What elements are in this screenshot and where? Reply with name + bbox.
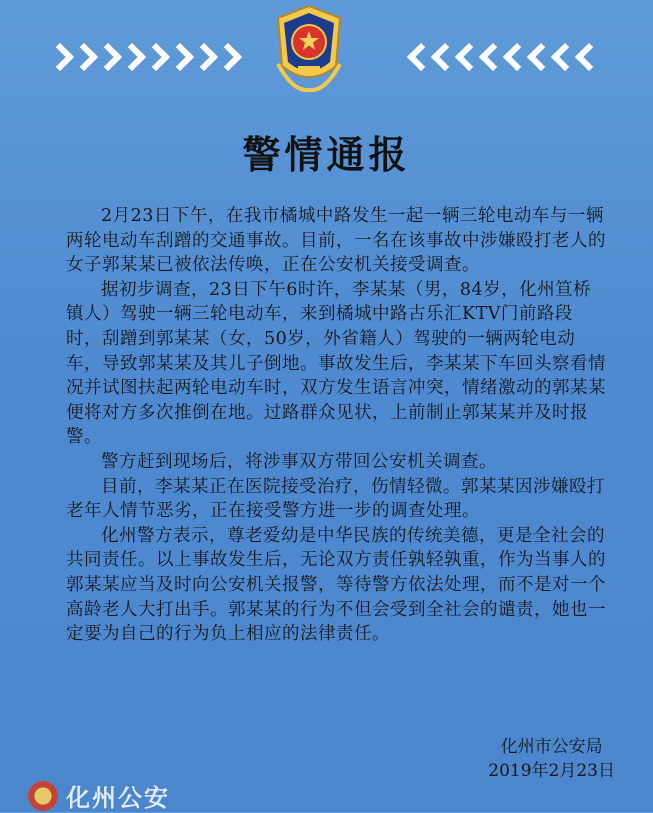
paragraph-current-status: 目前，李某某正在医院接受治疗，伤情轻微。郭某某因涉嫌殴打老年人情节恶劣，正在接受警方进一步的调查处理。 bbox=[66, 476, 605, 522]
police-emblem-icon bbox=[268, 4, 350, 94]
left-chevron-decoration bbox=[50, 44, 238, 70]
police-badge-icon bbox=[28, 781, 58, 811]
right-chevron-decoration bbox=[411, 44, 599, 70]
signature-date: 2019年2月23日 bbox=[488, 761, 615, 781]
paragraph-police-statement: 化州警方表示，尊老爱幼是中华民族的传统美德，更是全社会的共同责任。以上事故发生后，无论双方责任孰轻孰重，作为当事人的郭某某应当及时向公安机关报警，等待警方依法处理，而不是对一个高龄老人大打出手。郭某某的行为不但会受到全社会的谴责，她也一定要为自己的行为负上相应的法律责任。 bbox=[66, 525, 606, 645]
notice-title: 警情通报 bbox=[242, 132, 411, 177]
paragraph-police-arrival: 警方赶到现场后，将涉事双方带回公安机关调查。 bbox=[101, 451, 497, 472]
brand-name: 化州公安 bbox=[66, 784, 170, 812]
brand-logo bbox=[28, 778, 170, 813]
paragraph-intro: 2月23日下午，在我市橘城中路发生一起一辆三轮电动车与一辆两轮电动车刮蹭的交通事故。目前，一名在该事故中涉嫌殴打老人的女子郭某某已被依法传唤，正在公安机关接受调查。 bbox=[66, 206, 606, 276]
chevron-icon bbox=[575, 43, 603, 71]
paragraph-investigation: 据初步调查，23日下午6时许，李某某（男，84岁，化州笪桥镇人）驾驶一辆三轮电动车，来到橘城中路古乐汇KTV门前路段时，刮蹭到郭某某（女，50岁，外省籍人）驾驶的一辆两轮电动车，导致郭某某及其儿子倒地。事故发生后，李某某下车回头察看情况并试图扶起两轮电动车时，双方发生语言冲突，情绪激动的郭某某便将对方多次推倒在地。过路群众见状，上前制止郭某某并及时报警。 bbox=[66, 279, 606, 448]
notice-body bbox=[66, 204, 606, 647]
chevron-icon bbox=[214, 43, 242, 71]
signature-block bbox=[488, 735, 615, 783]
signature-org: 化州市公安局 bbox=[500, 737, 603, 757]
